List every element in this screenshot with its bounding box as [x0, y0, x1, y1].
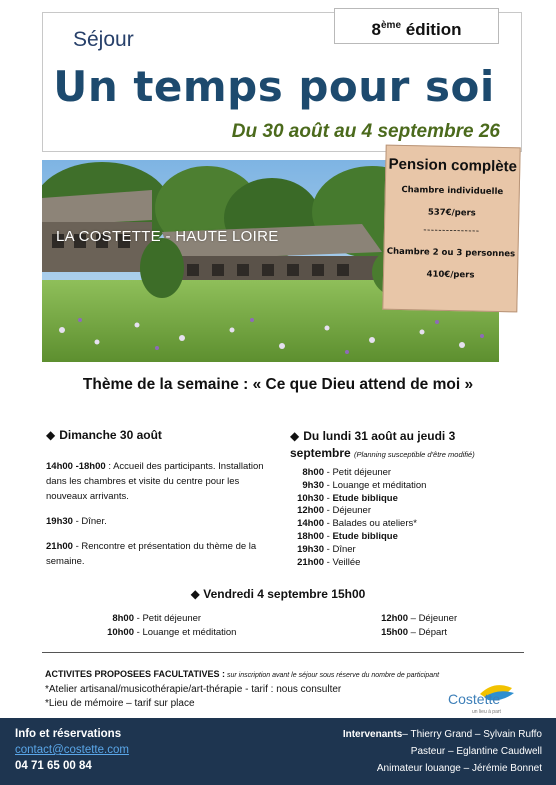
email-link[interactable]: contact@costette.com	[15, 744, 129, 756]
schedule-row	[294, 493, 520, 506]
speakers-label: Intervenants	[342, 729, 403, 740]
friday-dash: –	[408, 626, 419, 638]
schedule-time: 8h00	[302, 467, 324, 478]
phone-number: 04 71 65 00 84	[15, 760, 92, 772]
sunday-meeting: 21h00 - Rencontre et présentation du thème de la semaine.	[46, 541, 257, 567]
schedule-row	[294, 518, 520, 531]
schedule-dash: -	[324, 543, 333, 555]
friday-row	[378, 612, 457, 626]
costette-logo	[446, 680, 518, 716]
schedule-label: Etude biblique	[332, 492, 398, 504]
friday-label: Petit déjeuner	[142, 613, 202, 624]
schedule-dash: -	[324, 556, 333, 568]
activity-item: *Lieu de mémoire – tarif sur place	[45, 698, 195, 709]
weekdays-heading-line2: septembre (Planning susceptible d'être modifié)	[290, 446, 475, 460]
edition-suffix: ème	[381, 20, 402, 31]
speakers-info	[343, 726, 542, 777]
friday-label: Louange et méditation	[142, 626, 237, 638]
schedule-row	[294, 480, 520, 493]
schedule-label: Veillée	[332, 556, 361, 568]
optional-activities	[45, 667, 439, 711]
page-title: Un temps pour soi	[53, 62, 495, 111]
planning-note: (Planning susceptible d'être modifié)	[354, 450, 475, 459]
single-room-price: 537€/pers	[427, 207, 476, 219]
week-theme: Thème de la semaine : « Ce que Dieu attend de moi »	[82, 376, 474, 393]
schedule-row	[294, 531, 520, 544]
schedule-row	[294, 467, 520, 480]
schedule-dash: -	[324, 530, 333, 542]
weekdays-column	[290, 428, 520, 569]
friday-time: 15h00	[381, 626, 408, 638]
schedule-row	[294, 557, 520, 570]
sunday-dinner: 19h30 - Dîner.	[46, 516, 107, 527]
schedule-row	[294, 544, 520, 557]
sunday-heading: ◆ Dimanche 30 août	[46, 428, 162, 442]
friday-label: Départ	[418, 626, 448, 638]
pension-card	[382, 145, 520, 313]
schedule-label: Balades ou ateliers*	[332, 518, 417, 530]
schedule-label: Déjeuner	[332, 505, 372, 517]
schedule-dash: -	[324, 518, 333, 530]
friday-dash: -	[134, 613, 143, 624]
diamond-bullet-icon: ◆	[290, 429, 300, 443]
photo-caption: LA COSTETTE - HAUTE LOIRE	[56, 228, 279, 245]
logo-wordmark: Costette	[448, 691, 501, 707]
schedule-time: 14h00	[297, 518, 324, 530]
schedule-time: 9h30	[302, 479, 324, 491]
diamond-bullet-icon: ◆	[190, 587, 204, 601]
schedule-dash: -	[324, 492, 333, 504]
schedule-time: 19h30	[297, 543, 324, 555]
worship-leader-line: Animateur louange – Jérémie Bonnet	[376, 763, 542, 774]
friday-heading: ◆ Vendredi 4 septembre 15h00	[190, 587, 366, 601]
friday-time: 10h00	[107, 626, 134, 638]
schedule-label: Petit déjeuner	[332, 467, 392, 478]
friday-dash: –	[408, 613, 419, 624]
schedule-time: 10h30	[297, 492, 324, 504]
friday-schedule-right	[378, 612, 457, 639]
weekday-schedule	[294, 467, 520, 569]
activities-title: ACTIVITES PROPOSEES FACULTATIVES :	[45, 669, 226, 679]
schedule-dash: -	[324, 467, 333, 478]
shared-room-price: 410€/pers	[426, 269, 475, 281]
diamond-bullet-icon: ◆	[46, 428, 56, 442]
sunday-arrival: 14h00 -18h00 : Accueil des participants. Installation dans les chambres et visite du centre pour les nouveaux arrivants.	[46, 461, 264, 502]
info-title: Info et réservations	[15, 728, 122, 740]
logo-tagline: un lieu à part	[472, 709, 501, 715]
friday-row	[104, 612, 236, 626]
activities-note: sur inscription avant le séjour sous réserve du nombre de participant	[225, 672, 440, 679]
friday-dash: -	[134, 626, 143, 638]
schedule-dash: -	[324, 479, 333, 491]
pension-separator: ---------------	[423, 225, 480, 237]
schedule-dash: -	[324, 505, 333, 517]
speakers-names: – Thierry Grand – Sylvain Ruffo	[402, 729, 542, 740]
friday-schedule-left	[104, 612, 236, 639]
schedule-label: Dîner	[332, 543, 356, 555]
edition-badge	[334, 8, 499, 44]
friday-label: Déjeuner	[418, 613, 458, 624]
friday-time: 8h00	[112, 613, 134, 624]
schedule-label: Louange et méditation	[332, 479, 427, 491]
event-dates: Du 30 août au 4 septembre 26	[231, 121, 500, 142]
contact-info	[15, 726, 129, 774]
shared-room-label: Chambre 2 ou 3 personnes	[386, 246, 516, 260]
sunday-column	[46, 428, 271, 569]
pension-title: Pension complète	[388, 155, 518, 176]
footer	[0, 718, 556, 785]
schedule-time: 21h00	[297, 556, 324, 568]
weekdays-heading: ◆ Du lundi 31 août au jeudi 3	[290, 429, 456, 443]
edition-number: 8	[371, 20, 381, 39]
activity-item: *Atelier artisanal/musicothérapie/art-thérapie - tarif : nous consulter	[45, 684, 342, 695]
single-room-label: Chambre individuelle	[401, 184, 504, 198]
schedule-row	[294, 505, 520, 518]
schedule-label: Etude biblique	[332, 530, 398, 542]
schedule-time: 18h00	[297, 530, 324, 542]
friday-row	[104, 626, 236, 640]
sejour-label: Séjour	[73, 28, 134, 51]
schedule-time: 12h00	[297, 505, 324, 517]
divider	[42, 652, 524, 653]
pastor-line: Pasteur – Eglantine Caudwell	[410, 746, 542, 757]
friday-time: 12h00	[381, 613, 408, 624]
friday-row	[378, 626, 457, 640]
edition-word: édition	[405, 20, 462, 39]
